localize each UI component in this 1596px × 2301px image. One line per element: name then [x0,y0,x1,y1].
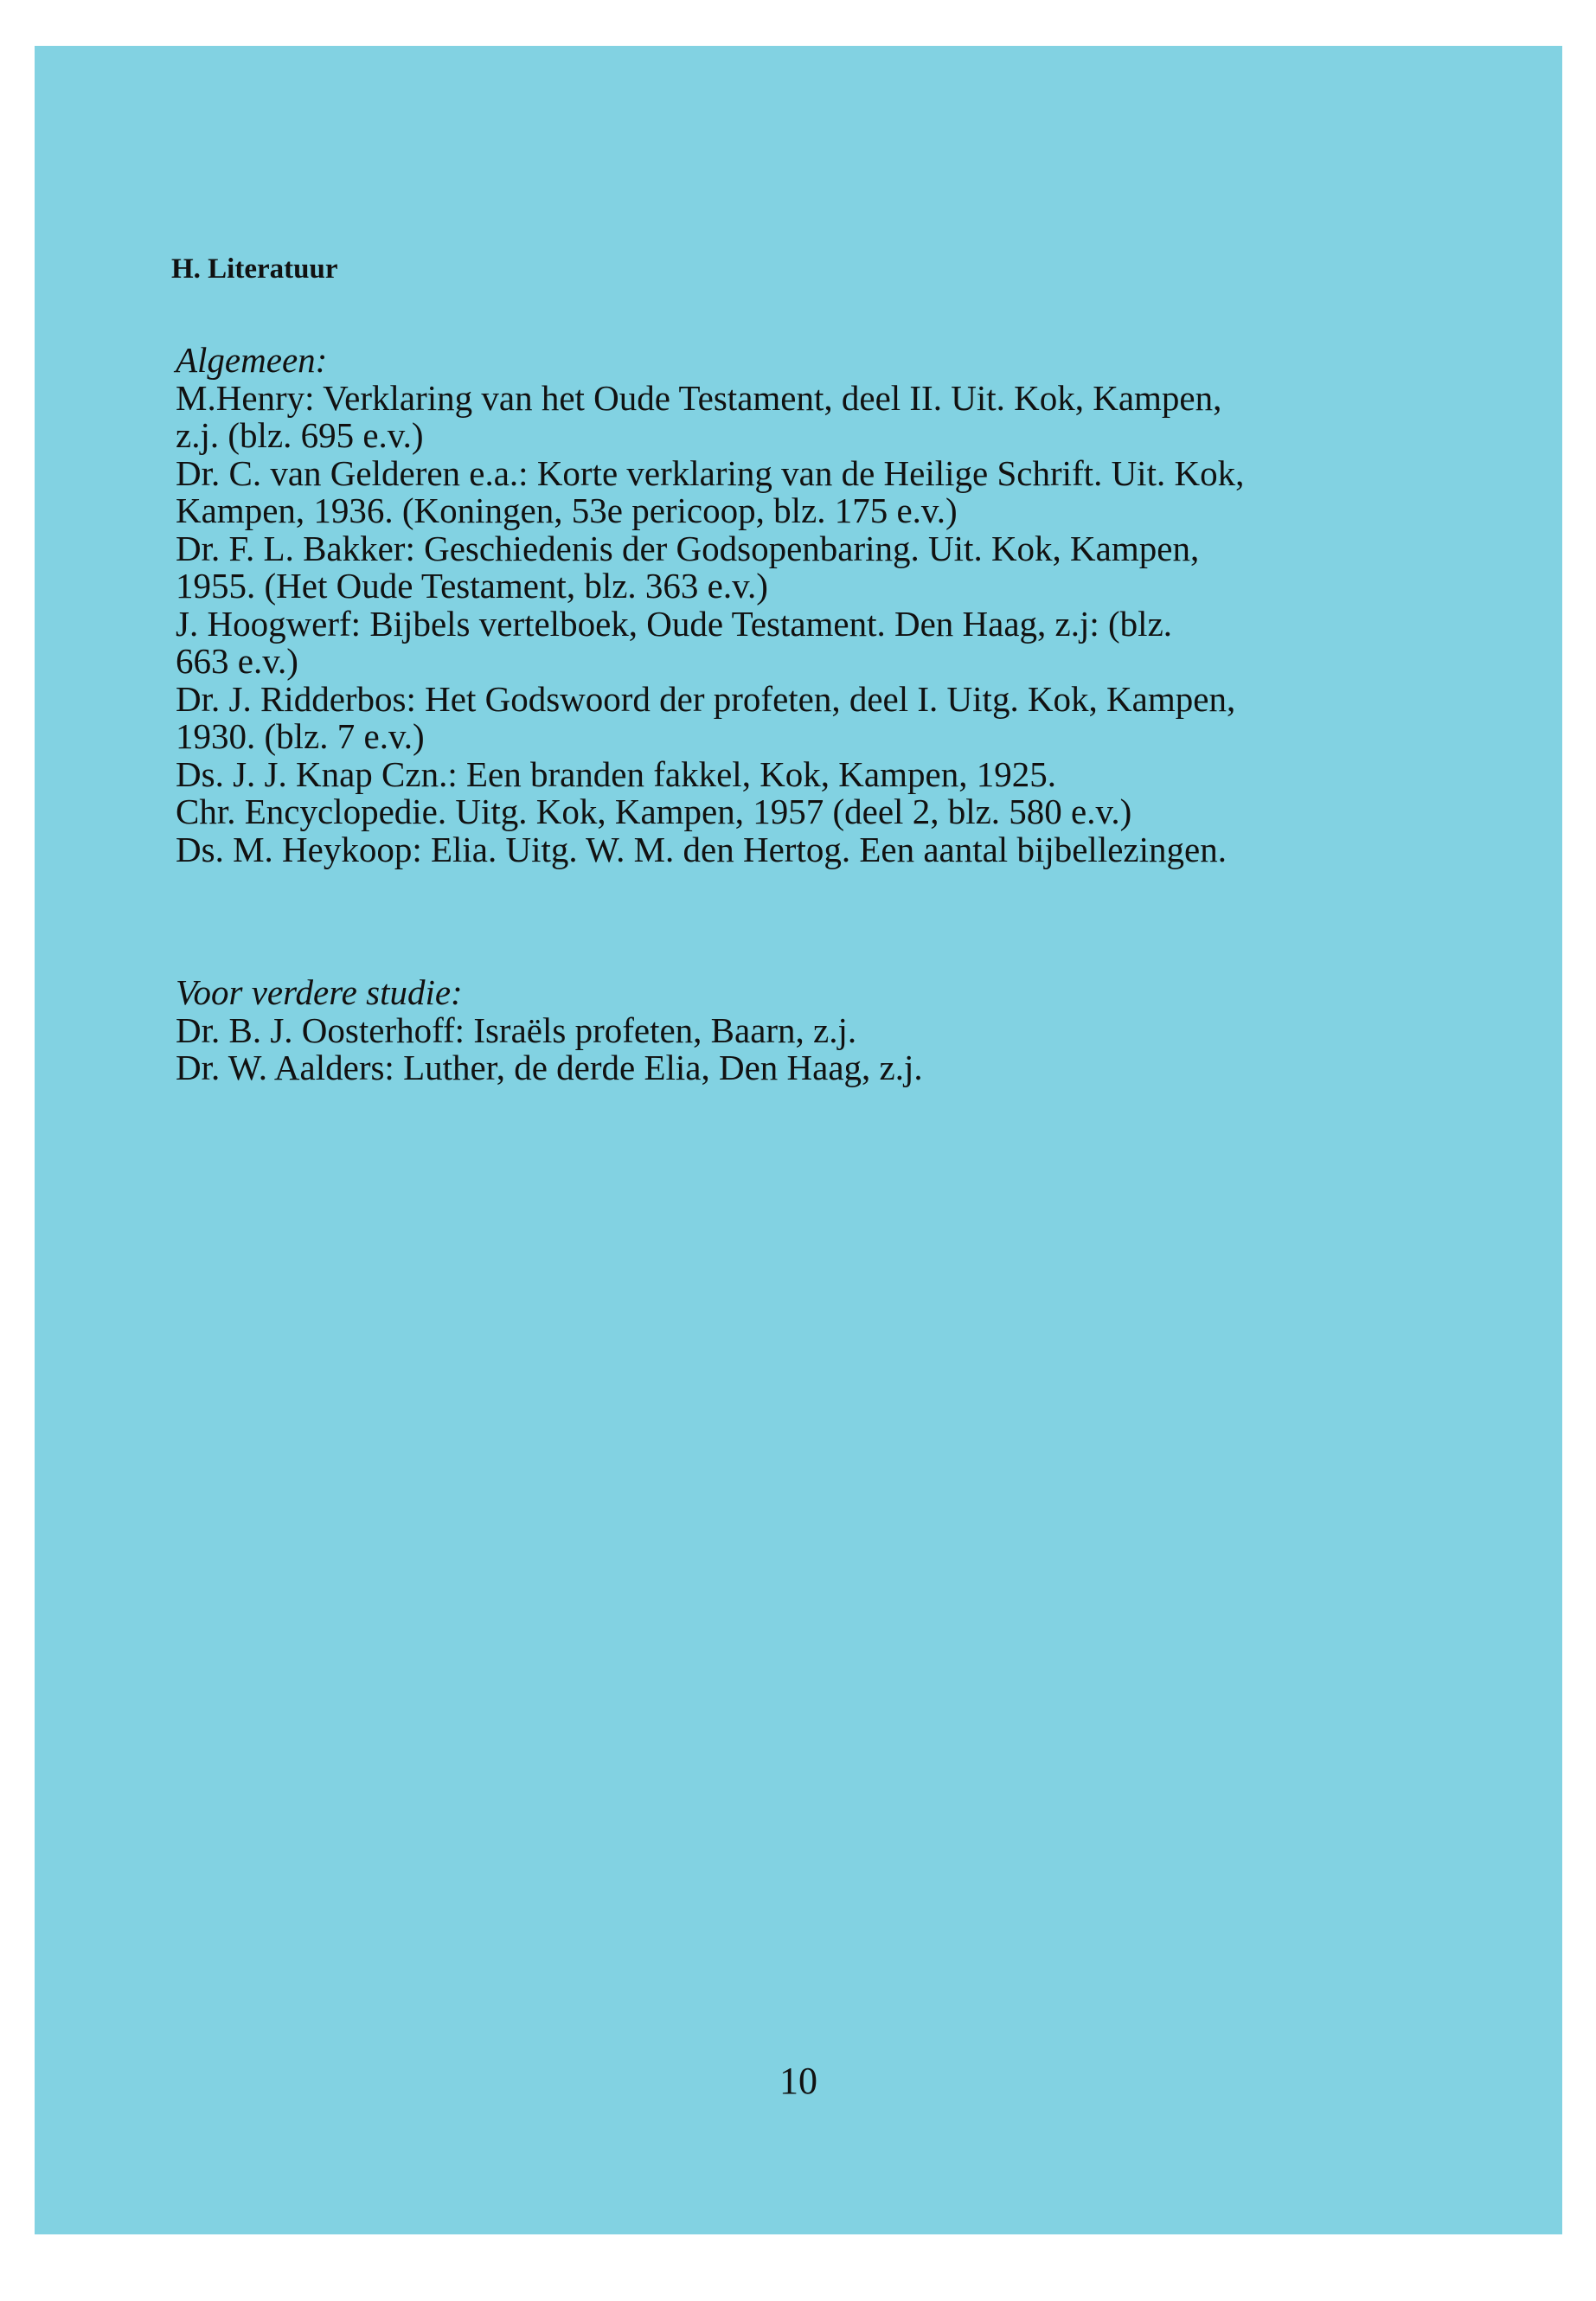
bibliography-entry: Ds. M. Heykoop: Elia. Uitg. W. M. den Hertog. Een aantal bijbellezingen. [176,829,1227,869]
bibliography-entry: Dr. B. J. Oosterhoff: Israëls profeten, Baarn, z.j. [176,1009,857,1050]
bibliography-entry: Chr. Encyclopedie. Uitg. Kok, Kampen, 1957 (deel 2, blz. 580 e.v.) [176,792,1132,831]
bibliography-entry: J. Hoogwerf: Bijbels vertelboek, Oude Testament. Den Haag, z.j: (blz. 663 e.v.) [176,603,1173,681]
section-heading: H. Literatuur [171,253,338,285]
bibliography-entry: Dr. C. van Gelderen e.a.: Korte verklaring van de Heilige Schrift. Uit. Kok, Kampen, 1936. (Koningen, 53e pericoop, blz. 175 e.v.) [176,452,1245,530]
further-study-subheading: Voor verdere studie: [176,972,463,1012]
document-page [35,46,1562,2234]
page-number: 10 [779,2060,817,2102]
further-study-section [176,974,1473,1087]
general-subheading: Algemeen: [176,340,328,380]
bibliography-entry: Dr. W. Aalders: Luther, de derde Elia, Den Haag, z.j. [176,1048,923,1087]
bibliography-entry: M.Henry: Verklaring van het Oude Testament, deel II. Uit. Kok, Kampen, z.j. (blz. 695 e.v.) [176,377,1222,455]
bibliography-entry: Dr. J. Ridderbos: Het Godswoord der profeten, deel I. Uitg. Kok, Kampen, 1930. (blz. 7 e.v.) [176,678,1236,756]
bibliography-entry: Ds. J. J. Knap Czn.: Een branden fakkel, Kok, Kampen, 1925. [176,753,1056,794]
general-literature-section [176,342,1473,868]
bibliography-entry: Dr. F. L. Bakker: Geschiedenis der Godsopenbaring. Uit. Kok, Kampen, 1955. (Het Oude Testament, blz. 363 e.v.) [176,528,1200,606]
